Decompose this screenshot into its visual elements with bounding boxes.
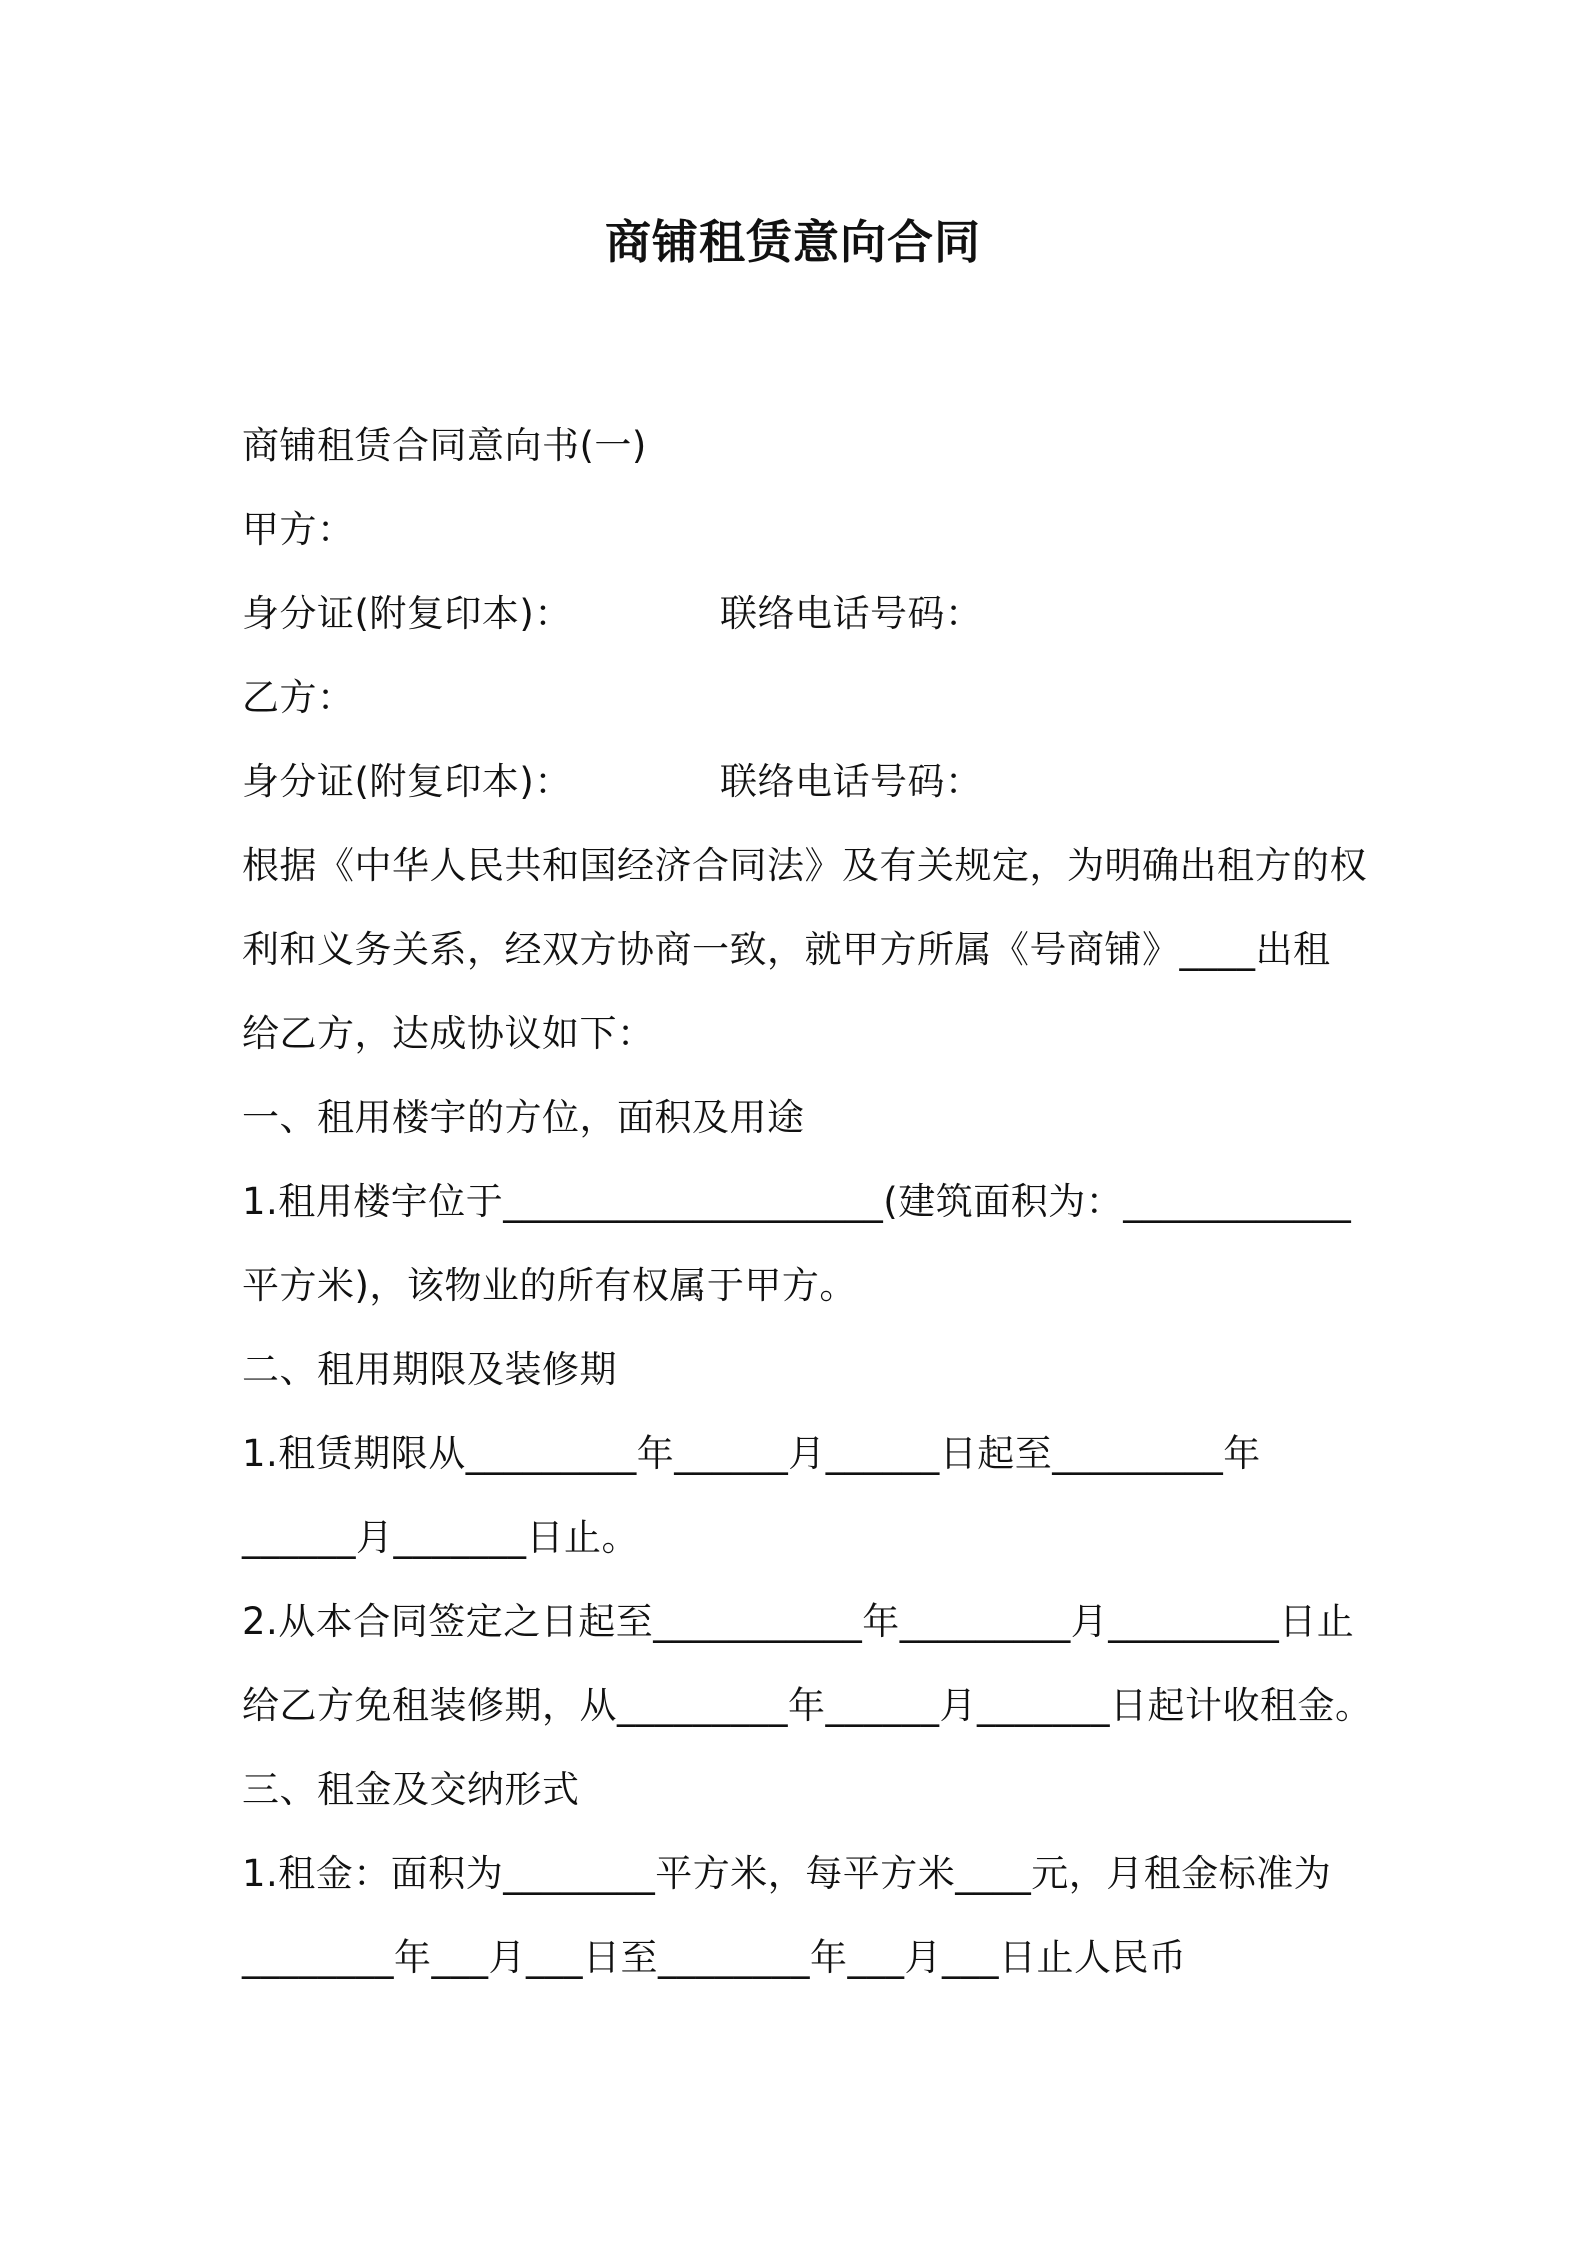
subtitle-line: 商铺租赁合同意向书(一) <box>242 424 647 467</box>
section-3-heading: 三、租金及交纳形式 <box>242 1768 580 1811</box>
section-2-heading: 二、租用期限及装修期 <box>242 1348 617 1391</box>
party-a-id-label: 身分证(附复印本)： <box>242 592 572 635</box>
clause-2-1-line-2: ______月_______日止。 <box>242 1516 639 1559</box>
party-a-phone-label: 联络电话号码： <box>720 592 983 635</box>
party-a-label: 甲方： <box>242 508 355 551</box>
clause-2-1-line-1: 1.租赁期限从_________年______月______日起至_________年 <box>242 1432 1261 1475</box>
section-1-heading: 一、租用楼宇的方位，面积及用途 <box>242 1096 805 1139</box>
party-b-id-label: 身分证(附复印本)： <box>242 760 572 803</box>
party-b-info-row <box>242 740 1362 824</box>
party-b-label: 乙方： <box>242 676 355 719</box>
clause-1-1-line-1: 1.租用楼宇位于____________________(建筑面积为：____________ <box>242 1180 1352 1223</box>
preamble-line-2: 利和义务关系，经双方协商一致，就甲方所属《号商铺》____出租 <box>242 928 1331 971</box>
clause-3-1-line-1: 1.租金：面积为________平方米，每平方米____元，月租金标准为 <box>242 1852 1332 1895</box>
party-a-info-row <box>242 572 1362 656</box>
party-b-phone-label: 联络电话号码： <box>720 760 983 803</box>
clause-2-2-line-1: 2.从本合同签定之日起至___________年_________月_________日止 <box>242 1600 1355 1643</box>
preamble-line-3: 给乙方，达成协议如下： <box>242 1012 655 1055</box>
document-title: 商铺租赁意向合同 <box>605 215 981 269</box>
clause-3-1-line-2: ________年___月___日至________年___月___日止人民币 <box>242 1936 1187 1979</box>
clause-2-2-line-2: 给乙方免租装修期，从_________年______月_______日起计收租金。 <box>242 1684 1373 1727</box>
preamble-line-1: 根据《中华人民共和国经济合同法》及有关规定，为明确出租方的权 <box>242 844 1367 887</box>
document-body <box>242 404 1373 2000</box>
clause-1-1-line-2: 平方米)，该物业的所有权属于甲方。 <box>242 1264 857 1307</box>
